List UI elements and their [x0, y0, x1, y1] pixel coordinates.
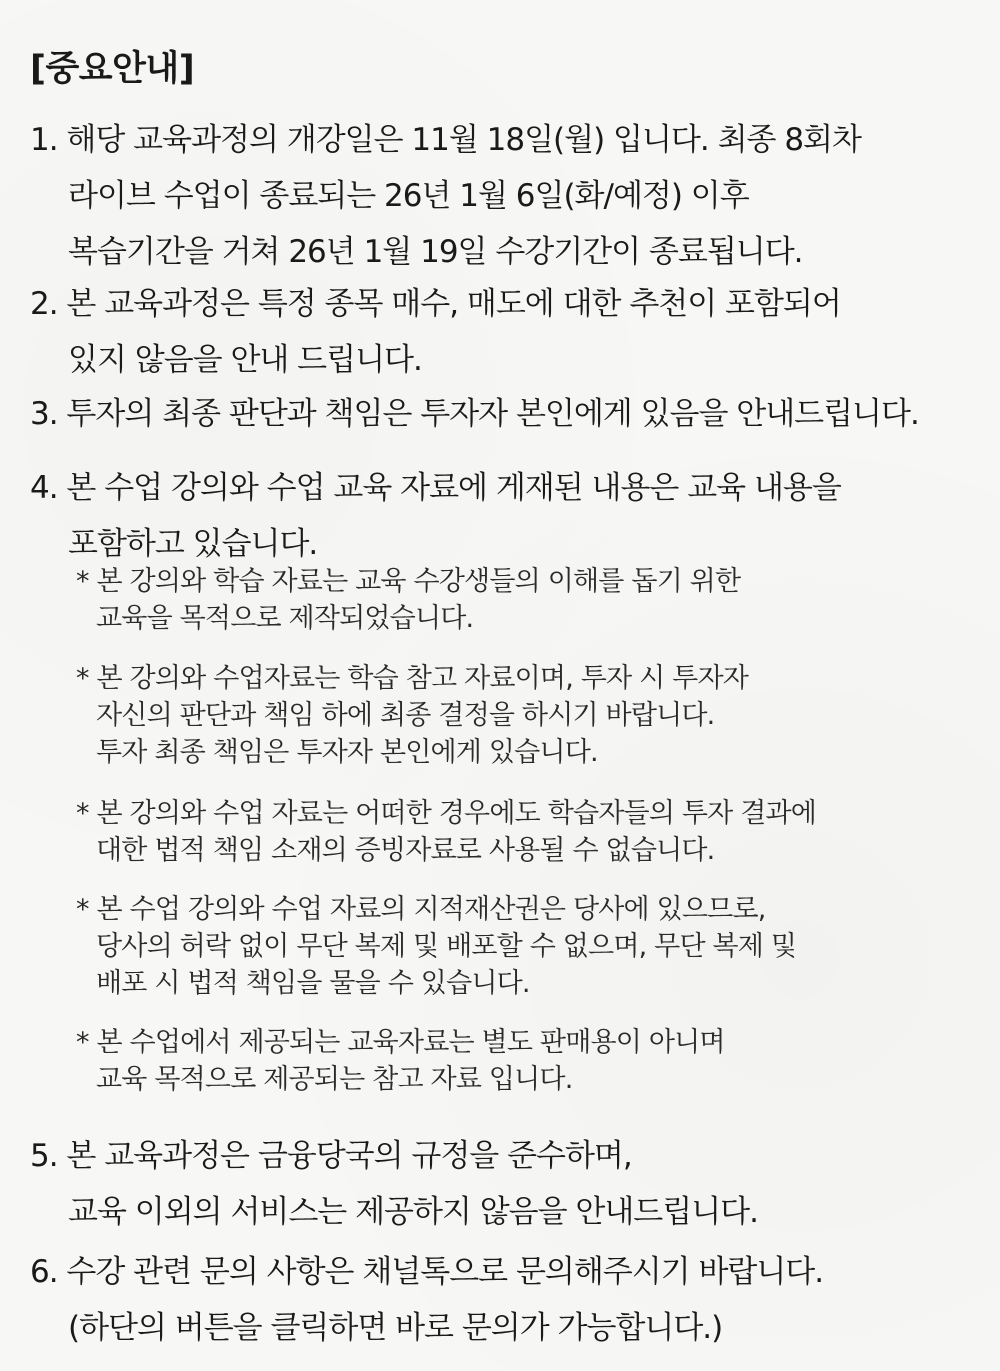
sub-note-5 — [76, 1024, 976, 1098]
sub-note-2-line-1: * 본 강의와 수업자료는 학습 참고 자료이며, 투자 시 투자자 — [76, 663, 749, 694]
sub-note-3 — [76, 795, 976, 869]
notice-item-5-line-1: 5. 본 교육과정은 금융당국의 규정을 준수하며, — [30, 1138, 632, 1174]
sub-note-1 — [76, 563, 976, 637]
notice-item-3-line-1: 3. 투자의 최종 판단과 책임은 투자자 본인에게 있음을 안내드립니다. — [30, 396, 919, 432]
sub-note-3-line-2: 대한 법적 책임 소재의 증빙자료로 사용될 수 없습니다. — [96, 835, 715, 866]
sub-note-2-line-3: 투자 최종 책임은 투자자 본인에게 있습니다. — [96, 737, 598, 768]
sub-note-2-line-2: 자신의 판단과 책임 하에 최종 결정을 하시기 바랍니다. — [96, 700, 715, 731]
notice-item-5-line-2: 교육 이외의 서비스는 제공하지 않음을 안내드립니다. — [68, 1194, 758, 1230]
notice-item-3 — [30, 386, 980, 442]
notice-item-4-line-2: 포함하고 있습니다. — [68, 526, 318, 562]
notice-item-2-line-1: 2. 본 교육과정은 특정 종목 매수, 매도에 대한 추천이 포함되어 — [30, 286, 841, 322]
notice-item-1-line-2: 라이브 수업이 종료되는 26년 1월 6일(화/예정) 이후 — [68, 178, 749, 214]
notice-item-2 — [30, 276, 980, 388]
sub-note-1-line-1: * 본 강의와 학습 자료는 교육 수강생들의 이해를 돕기 위한 — [76, 566, 741, 597]
sub-note-4-line-1: * 본 수업 강의와 수업 자료의 지적재산권은 당사에 있으므로, — [76, 894, 766, 925]
notice-item-1-line-1: 1. 해당 교육과정의 개강일은 11월 18일(월) 입니다. 최종 8회차 — [30, 122, 861, 158]
sub-note-4-line-3: 배포 시 법적 책임을 물을 수 있습니다. — [96, 968, 530, 999]
notice-item-1 — [30, 112, 980, 280]
sub-note-4 — [76, 891, 976, 1002]
sub-note-3-line-1: * 본 강의와 수업 자료는 어떠한 경우에도 학습자들의 투자 결과에 — [76, 798, 817, 829]
notice-item-1-line-3: 복습기간을 거쳐 26년 1월 19일 수강기간이 종료됩니다. — [68, 234, 803, 270]
sub-note-4-line-2: 당사의 허락 없이 무단 복제 및 배포할 수 없으며, 무단 복제 및 — [96, 931, 797, 962]
notice-item-5 — [30, 1128, 980, 1240]
notice-item-4-line-1: 4. 본 수업 강의와 수업 교육 자료에 게재된 내용은 교육 내용을 — [30, 470, 841, 506]
sub-note-5-line-1: * 본 수업에서 제공되는 교육자료는 별도 판매용이 아니며 — [76, 1027, 725, 1058]
sub-note-5-line-2: 교육 목적으로 제공되는 참고 자료 입니다. — [96, 1064, 573, 1095]
sub-note-2 — [76, 660, 976, 771]
page-title: [중요안내] — [30, 49, 195, 89]
notice-item-6-line-2: (하단의 버튼을 클릭하면 바로 문의가 가능합니다.) — [68, 1310, 723, 1346]
notice-item-6 — [30, 1244, 980, 1356]
notice-item-2-line-2: 있지 않음을 안내 드립니다. — [68, 342, 422, 378]
sub-note-1-line-2: 교육을 목적으로 제작되었습니다. — [96, 603, 474, 634]
notice-item-6-line-1: 6. 수강 관련 문의 사항은 채널톡으로 문의해주시기 바랍니다. — [30, 1254, 824, 1290]
notice-item-4 — [30, 460, 980, 572]
